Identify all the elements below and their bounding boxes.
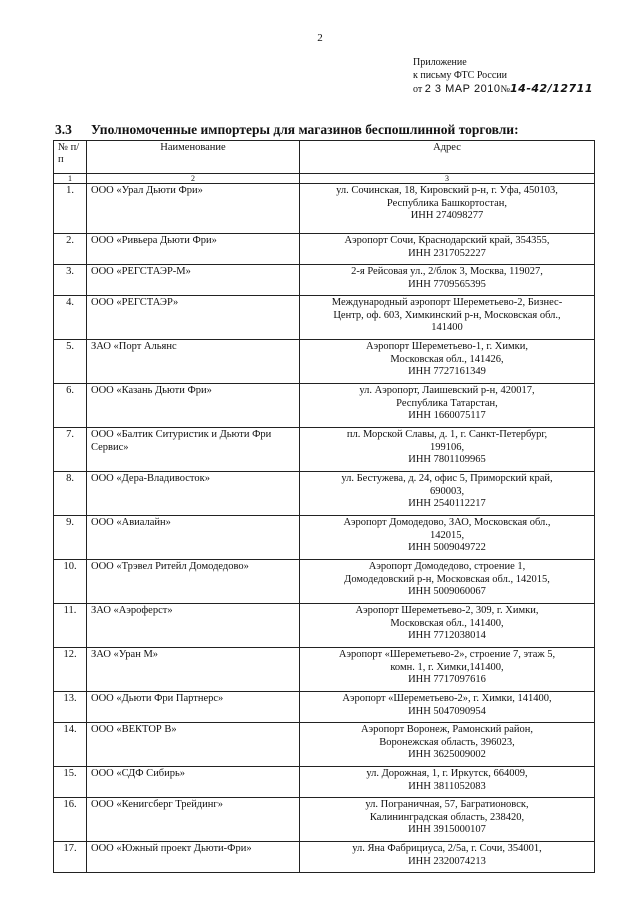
index-cell: 2: [87, 174, 300, 184]
index-cell: 3: [300, 174, 595, 184]
table-row: [54, 692, 595, 723]
table-row: [54, 340, 595, 384]
row-number: 12.: [54, 648, 87, 692]
address-line: Центр, оф. 603, Химкинский р-н, Московская обл.,: [333, 309, 561, 321]
row-number: 1.: [54, 184, 87, 234]
address-line: Домодедовский р-н, Московская обл., 142015,: [344, 573, 550, 585]
row-address: [300, 798, 595, 842]
row-number: 14.: [54, 723, 87, 767]
address-line: ИНН 7712038014: [408, 630, 486, 641]
header-address: Адрес: [300, 141, 595, 174]
address-line: пл. Морской Славы, д. 1, г. Санкт-Петербург,: [346, 429, 548, 440]
address-line: Аэропорт Сочи, Краснодарский край, 354355,: [344, 235, 550, 246]
address-line: Московская обл., 141400,: [390, 617, 504, 629]
row-company-name: ООО «ВЕКТОР В»: [87, 723, 300, 767]
table-row: [54, 265, 595, 296]
table-row: [54, 767, 595, 798]
row-company-name: ЗАО «Порт Альянс: [87, 340, 300, 384]
table-row: [54, 384, 595, 428]
row-company-name: ООО «Кенигсберг Трейдинг»: [87, 798, 300, 842]
row-company-name: ООО «Урал Дьюти Фри»: [87, 184, 300, 234]
appendix-header: [413, 56, 593, 96]
table-row: [54, 798, 595, 842]
row-address: [300, 648, 595, 692]
row-number: 11.: [54, 604, 87, 648]
address-line: 690003,: [429, 485, 465, 497]
row-number: 5.: [54, 340, 87, 384]
address-line: Международный аэропорт Шереметьево-2, Бизнес-: [331, 297, 563, 308]
address-line: комн. 1, г. Химки,141400,: [390, 661, 504, 673]
address-line: ул. Яна Фабрициуса, 2/5а, г. Сочи, 354001,: [352, 843, 542, 854]
index-cell: 1: [54, 174, 87, 184]
address-line: ИНН 1660075117: [408, 410, 486, 421]
address-line: ул. Бестужева, д. 24, офис 5, Приморский край,: [341, 473, 553, 484]
table-row: [54, 184, 595, 234]
row-number: 2.: [54, 234, 87, 265]
row-company-name: ООО «Балтик Ситуристик и Дьюти Фри Сервис»: [87, 428, 300, 472]
address-line: ул. Пограничная, 57, Багратионовск,: [365, 799, 529, 810]
table-row: [54, 428, 595, 472]
address-line: Аэропорт «Шереметьево-2», г. Химки, 141400,: [342, 693, 552, 704]
address-line: ИНН 3811052083: [408, 780, 486, 792]
address-line: Московская обл., 141426,: [390, 353, 504, 365]
address-line: 141400: [431, 322, 463, 333]
address-line: ул. Аэропорт, Лаишевский р-н, 420017,: [359, 385, 535, 396]
row-address: [300, 604, 595, 648]
row-address: [300, 723, 595, 767]
row-address: [300, 472, 595, 516]
row-address: [300, 384, 595, 428]
address-line: ИНН 3625009002: [408, 749, 486, 760]
page-number: 2: [317, 32, 323, 44]
address-line: ИНН 5009060067: [408, 586, 486, 597]
section-heading: [55, 122, 519, 138]
appendix-date-line: [413, 82, 593, 96]
address-line: ИНН 5047090954: [408, 705, 486, 717]
row-company-name: ООО «РЕГСТАЭР»: [87, 296, 300, 340]
address-line: ИНН 7717097616: [408, 674, 486, 685]
section-number: 3.3: [55, 122, 72, 137]
address-line: Аэропорт Шереметьево-2, 309, г. Химки,: [355, 605, 539, 616]
row-company-name: ООО «Ривьера Дьюти Фри»: [87, 234, 300, 265]
row-number: 10.: [54, 560, 87, 604]
table-header-row: [54, 141, 595, 174]
row-company-name: ООО «СДФ Сибирь»: [87, 767, 300, 798]
row-address: [300, 428, 595, 472]
row-number: 3.: [54, 265, 87, 296]
row-address: [300, 767, 595, 798]
address-line: 142015,: [429, 529, 465, 541]
row-address: [300, 184, 595, 234]
table-row: [54, 723, 595, 767]
row-number: 7.: [54, 428, 87, 472]
address-line: Калининградская область, 238420,: [369, 811, 525, 823]
address-line: ИНН 5009049722: [408, 542, 486, 553]
table-body: [54, 184, 595, 873]
row-address: [300, 265, 595, 296]
section-title: Уполномоченные импортеры для магазинов беспошлинной торговли:: [91, 122, 519, 137]
row-address: [300, 296, 595, 340]
address-line: Аэропорт «Шереметьево-2», строение 7, этаж 5,: [338, 649, 556, 660]
address-line: Воронежская область, 396023,: [379, 736, 515, 748]
address-line: ИНН 2317052227: [408, 247, 486, 259]
address-line: ул. Сочинская, 18, Кировский р-н, г. Уфа, 450103,: [336, 185, 558, 196]
address-line: ул. Дорожная, 1, г. Иркутск, 664009,: [366, 768, 528, 779]
row-company-name: ООО «Казань Дьюти Фри»: [87, 384, 300, 428]
row-company-name: ООО «Южный проект Дьюти-Фри»: [87, 842, 300, 873]
address-line: ИНН 3915000107: [408, 824, 486, 835]
row-number: 13.: [54, 692, 87, 723]
address-line: ИНН 274098277: [410, 210, 484, 221]
row-company-name: ООО «РЕГСТАЭР-М»: [87, 265, 300, 296]
row-company-name: ООО «Дера-Владивосток»: [87, 472, 300, 516]
row-company-name: ООО «Трэвел Ритейл Домодедово»: [87, 560, 300, 604]
appendix-date-prefix: от: [413, 84, 423, 95]
table-row: [54, 234, 595, 265]
row-company-name: ООО «Авиалайн»: [87, 516, 300, 560]
row-address: [300, 692, 595, 723]
appendix-handwritten-number: 14-42/12711: [510, 82, 593, 95]
address-line: Республика Татарстан,: [396, 397, 498, 409]
address-line: 2-я Рейсовая ул., 2/блок 3, Москва, 119027,: [351, 266, 543, 277]
address-line: ИНН 7801109965: [408, 454, 486, 465]
row-number: 15.: [54, 767, 87, 798]
row-number: 8.: [54, 472, 87, 516]
table-index-row: [54, 174, 595, 184]
header-name: Наименование: [87, 141, 300, 174]
table-row: [54, 604, 595, 648]
table-row: [54, 648, 595, 692]
address-line: Аэропорт Домодедово, ЗАО, Московская обл.,: [343, 517, 551, 528]
address-line: ИНН 7727161349: [408, 366, 486, 377]
row-company-name: ЗАО «Уран М»: [87, 648, 300, 692]
address-line: Республика Башкортостан,: [386, 197, 508, 209]
table-row: [54, 842, 595, 873]
row-number: 16.: [54, 798, 87, 842]
appendix-date-stamp: 2 3 МАР 2010: [424, 83, 501, 95]
row-company-name: ЗАО «Аэроферст»: [87, 604, 300, 648]
address-line: Аэропорт Шереметьево-1, г. Химки,: [366, 341, 528, 352]
row-number: 4.: [54, 296, 87, 340]
address-line: ИНН 2320074213: [408, 855, 486, 867]
table-row: [54, 516, 595, 560]
appendix-number-label: №: [500, 84, 511, 95]
row-address: [300, 234, 595, 265]
address-line: Аэропорт Домодедово, строение 1,: [368, 561, 526, 572]
row-address: [300, 560, 595, 604]
row-number: 9.: [54, 516, 87, 560]
address-line: 199106,: [429, 441, 465, 453]
row-address: [300, 340, 595, 384]
row-number: 6.: [54, 384, 87, 428]
header-num: № п/п: [54, 141, 87, 174]
row-number: 17.: [54, 842, 87, 873]
row-address: [300, 842, 595, 873]
table-row: [54, 560, 595, 604]
row-company-name: ООО «Дьюти Фри Партнерс»: [87, 692, 300, 723]
table-row: [54, 296, 595, 340]
table-row: [54, 472, 595, 516]
row-address: [300, 516, 595, 560]
address-line: ИНН 2540112217: [408, 498, 486, 509]
appendix-letter-ref: к письму ФТС России: [413, 70, 507, 81]
address-line: Аэропорт Воронеж, Рамонский район,: [361, 724, 533, 735]
address-line: ИНН 7709565395: [408, 278, 486, 290]
appendix-label: Приложение: [413, 57, 467, 68]
importers-table: [53, 140, 595, 873]
